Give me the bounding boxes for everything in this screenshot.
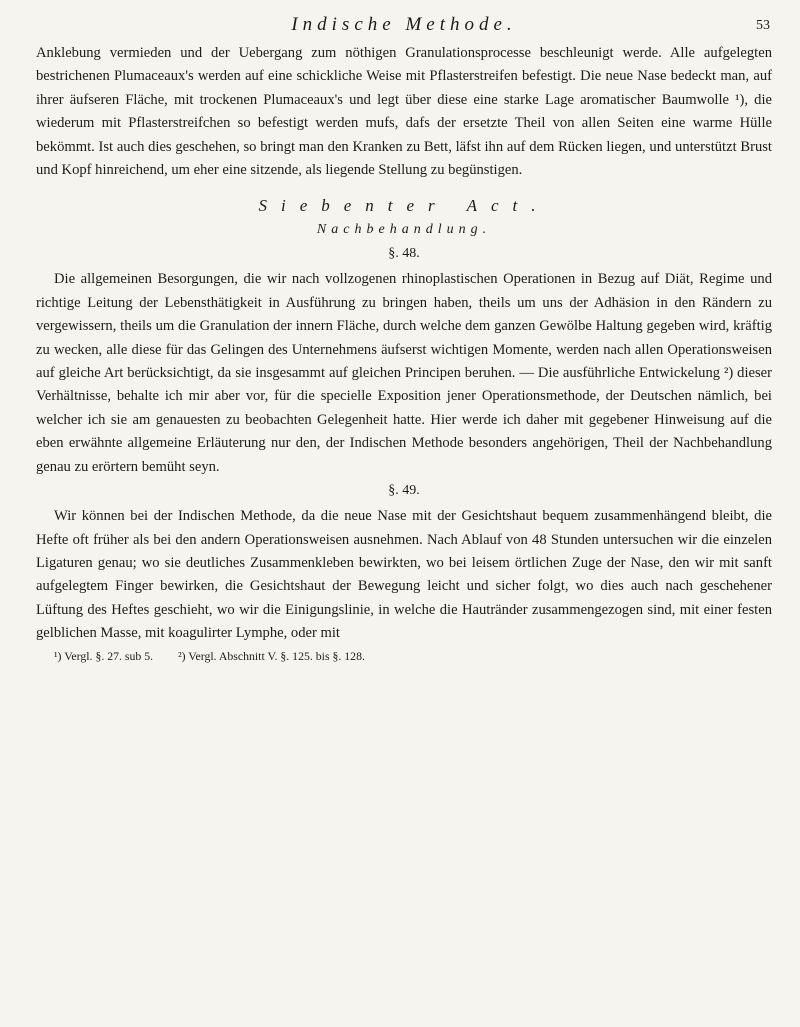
footnote-1: ¹) Vergl. §. 27. sub 5. xyxy=(54,648,154,663)
paragraph-mark-48: §. 48. xyxy=(388,246,420,262)
page-number: 53 xyxy=(756,18,770,33)
paragraph-49: Wir können bei der Indischen Methode, da die neue Nase mit der Gesichtshaut bequem zusammenhängend bleibt, die Hefte oft früher als bei den andern Operationsweisen ausnehmen. Nach Ablauf von 48 Stunden untersuchen wir die einzelen Ligaturen genau; wo sie deutliches Zusammenkleben bewirkten, wo bei leisem örtlichen Zuge der Nase, den wir mit sanft aufgelegtem Finger bewirken, die Gesichtshaut der Bewegung leicht und sicher folgt, wo dies auch nach geschehener Lüftung des Heftes geschieht, wo wir die Einigungslinie, in welche die Hautränder zusammengezogen sind, mit einer festen gelblichen Masse, mit koagulirter Lymphe, oder mit xyxy=(36,508,772,642)
section-title: Siebenter Act. xyxy=(258,196,550,216)
running-title: Indische Methode. xyxy=(291,14,517,35)
footnotes xyxy=(36,648,772,664)
section-subtitle: Nachbehandlung. xyxy=(316,222,492,238)
running-head xyxy=(36,12,772,42)
paragraph-48: Die allgemeinen Besorgungen, die wir nach vollzogenen rhinoplastischen Operationen in Bezug auf Diät, Regime und richtige Leitung der Lebensthätigkeit in Ausführung zu bringen haben, theils um uns der Adhäsion in den Rändern zu vergewissern, theils um die Granulation der innern Fläche, durch welche dem ganzen Gewölbe Haltung gegeben wird, kräftig zu wecken, alle diese für das Gelingen des Unternehmens äufserst wichtigen Momente, werden nach allen Operationsweisen auf gleiche Art berücksichtigt, da sie insgesammt auf gleichen Principen beruhen. — Die ausführliche Entwickelung ²) dieser Verhältnisse, behalte ich mir aber vor, für die specielle Exposition jener Operationsmethode, der Deutschen nämlich, bei welcher ich sie am genauesten zu beobachten Gelegenheit hatte. Hier werde ich daher mit gegebener Hinweisung auf die eben erwähnte allgemeine Erläuterung nur den, der Indischen Methode besonders angehörigen, Theil der Nachbehandlung genau zu erörtern bemüht seyn. xyxy=(36,271,772,475)
paragraph-continued: Anklebung vermieden und der Uebergang zum nöthigen Granulationsprocesse beschleunigt werde. Alle aufgelegten bestrichenen Plumaceaux's werden auf eine schickliche Weise mit Pflasterstreifen befestigt. Die neue Nase bedeckt man, auf ihrer äufseren Fläche, mit trockenen Plumaceaux's und legt über diese eine starke Lage aromatischer Baumwolle ¹), die wiederum mit Pflasterstreifchen so befestigt werden mufs, dafs der ersetzte Theil von allen Seiten eine warme Hülle bekömmt. Ist auch dies geschehen, so bringt man den Kranken zu Bett, läfst ihn auf dem Rücken liegen, und unterstützt Brust und Kopf hinreichend, um eher eine sitzende, als liegende Stellung zu begünstigen. xyxy=(36,45,772,179)
footnote-2: ²) Vergl. Abschnitt V. §. 125. bis §. 128. xyxy=(178,648,365,663)
paragraph-mark-49: §. 49. xyxy=(388,483,420,499)
